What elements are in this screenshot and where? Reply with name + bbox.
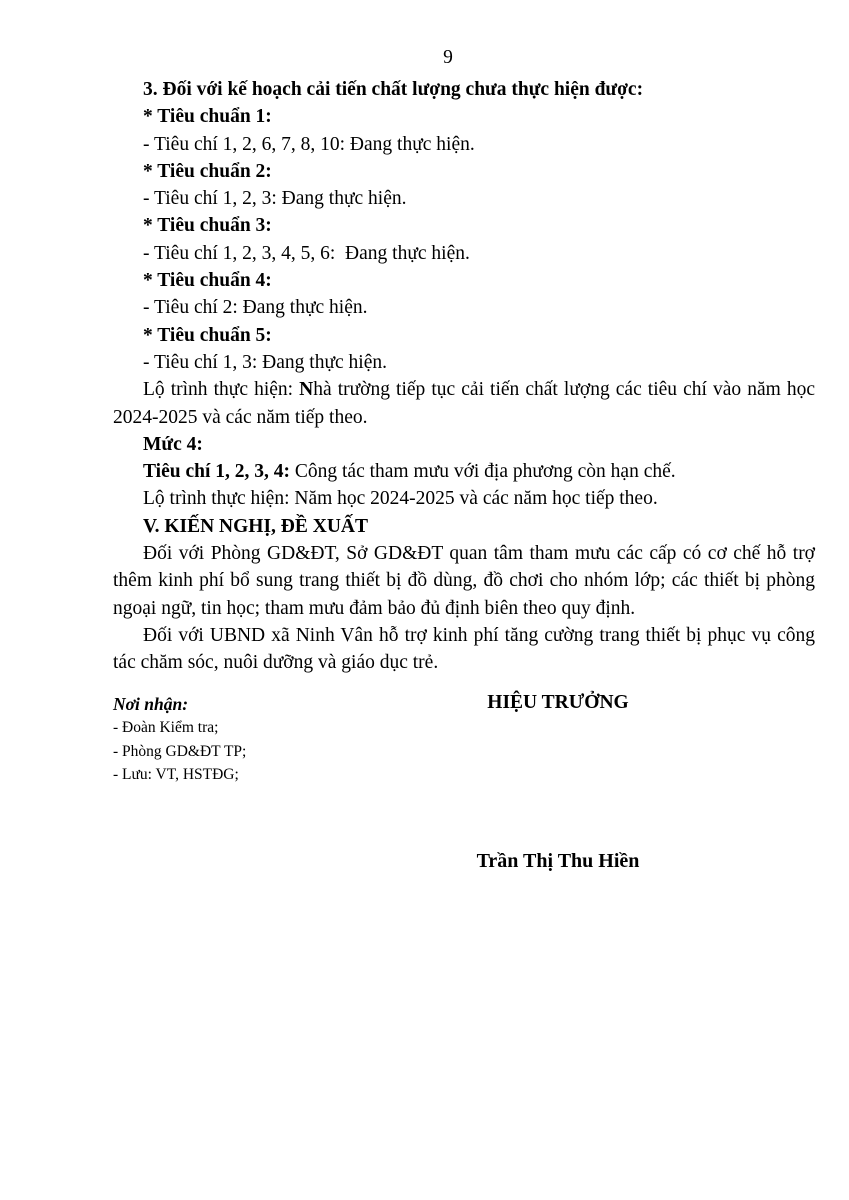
muc-4-lo-trinh: Lộ trình thực hiện: Năm học 2024-2025 và các năm học tiếp theo. (143, 488, 658, 510)
lo-trinh-bold-letter: N (299, 379, 314, 401)
recipient-item: - Đoàn Kiểm tra; (113, 719, 219, 736)
kien-nghi-paragraph-2: Đối với UBND xã Ninh Vân hỗ trợ kinh phí tăng cường trang thiết bị phục vụ công tác chăm sóc, nuôi dưỡng và giáo dục trẻ. (113, 624, 815, 674)
tieu-chuan-5-criteria: - Tiêu chí 1, 3: Đang thực hiện. (143, 351, 388, 373)
recipient-item: - Lưu: VT, HSTĐG; (113, 766, 239, 784)
lo-trinh-prefix: Lộ trình thực hiện: (143, 379, 300, 401)
tieu-chuan-3-heading: * Tiêu chuẩn 3: (143, 215, 272, 237)
tieu-chuan-5-heading: * Tiêu chuẩn 5: (143, 324, 272, 346)
kien-nghi-paragraph-1: Đối với Phòng GD&ĐT, Sở GD&ĐT quan tâm tham mưu các cấp có cơ chế hỗ trợ thêm kinh phí bổ sung trang thiết bị đồ dùng, đồ chơi cho nhóm lớp; các thiết bị phòng ngoại ngữ, tin học; tham mưu đảm bảo đủ định biên theo quy định. (113, 543, 815, 619)
muc-4-criteria (113, 458, 815, 485)
muc-4-heading: Mức 4: (143, 433, 203, 455)
recipient-item: - Phòng GD&ĐT TP; (113, 742, 247, 760)
signature-name: Trần Thị Thu Hiền (476, 850, 640, 872)
tieu-chuan-1-heading: * Tiêu chuẩn 1: (143, 106, 272, 128)
muc-4-criteria-label: Tiêu chí 1, 2, 3, 4: (143, 461, 290, 483)
recipients-label: Nơi nhận: (113, 694, 189, 714)
tieu-chuan-2-heading: * Tiêu chuẩn 2: (143, 160, 272, 182)
tieu-chuan-4-heading: * Tiêu chuẩn 4: (143, 270, 272, 292)
page-number: 9 (443, 47, 453, 68)
tieu-chuan-1-criteria: - Tiêu chí 1, 2, 6, 7, 8, 10: Đang thực hiện. (143, 133, 475, 155)
tieu-chuan-2-criteria: - Tiêu chí 1, 2, 3: Đang thực hiện. (143, 188, 407, 210)
lo-trinh-paragraph (113, 376, 815, 431)
recipients-block (113, 692, 373, 787)
document-body (113, 76, 815, 677)
signature-title: HIỆU TRƯỞNG (487, 692, 629, 713)
tieu-chuan-3-criteria: - Tiêu chí 1, 2, 3, 4, 5, 6: Đang thực hiện. (143, 242, 470, 264)
lo-trinh-rest: hà trường tiếp tục cải tiến chất lượng các tiêu chí vào năm học 2024-2025 và các năm tiếp theo. (113, 379, 815, 428)
section-3-heading: 3. Đối với kế hoạch cải tiến chất lượng chưa thực hiện được: (143, 79, 644, 100)
muc-4-criteria-text: Công tác tham mưu với địa phương còn hạn chế. (289, 461, 676, 483)
section-5-heading: V. KIẾN NGHỊ, ĐỀ XUẤT (143, 515, 369, 537)
tieu-chuan-4-criteria: - Tiêu chí 2: Đang thực hiện. (143, 297, 368, 319)
